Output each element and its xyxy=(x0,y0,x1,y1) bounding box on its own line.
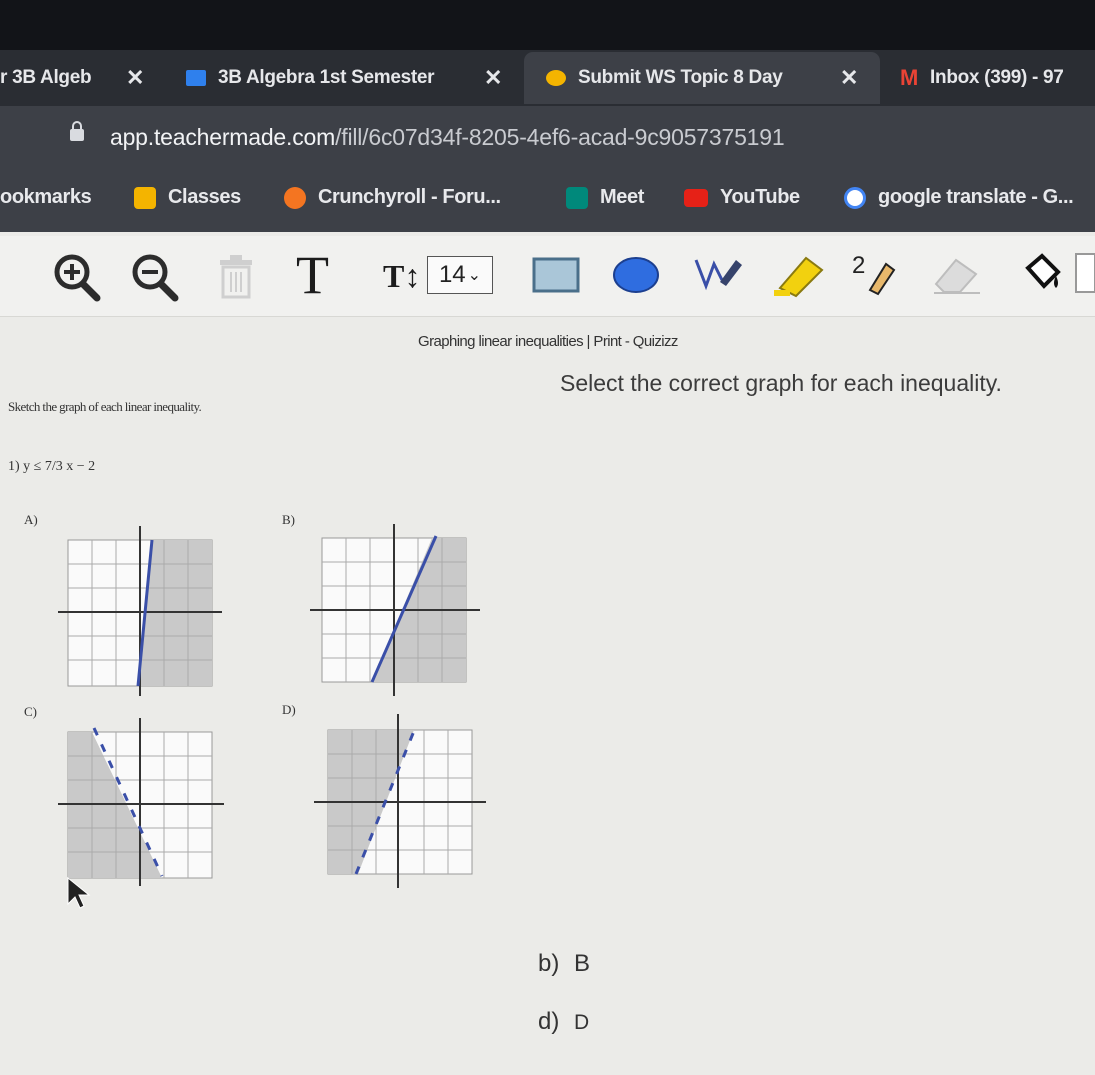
option-label-a: A) xyxy=(24,512,38,527)
url-path: /fill/6c07d34f-8205-4ef6-acad-9c9057375191 xyxy=(335,124,785,150)
answer-choice-d[interactable] xyxy=(538,1008,589,1036)
graph-option-a[interactable] xyxy=(52,522,232,700)
eraser-icon[interactable] xyxy=(930,252,986,296)
option-label-b: B) xyxy=(282,512,295,527)
graph-option-c[interactable] xyxy=(52,716,232,888)
close-tab-icon[interactable]: ✕ xyxy=(126,65,145,90)
sketch-instruction: Sketch the graph of each linear inequality. xyxy=(8,399,202,414)
trash-icon[interactable] xyxy=(214,246,258,304)
bookmark-meet[interactable] xyxy=(566,186,644,209)
tab-label: Submit WS Topic 8 Day xyxy=(578,67,783,88)
text-tool[interactable]: T xyxy=(296,245,329,305)
answer-value: B xyxy=(574,950,591,977)
option-label-d: D) xyxy=(282,702,296,717)
font-size-select[interactable] xyxy=(427,256,493,294)
tab-3b-algeb[interactable] xyxy=(0,52,170,104)
bookmark-label: google translate - G... xyxy=(878,186,1074,208)
chevron-down-icon: ⌄ xyxy=(467,267,482,284)
close-tab-icon[interactable]: ✕ xyxy=(840,65,859,90)
tab-3b-algebra-semester[interactable] xyxy=(186,52,516,104)
question-inequality: 1) y ≤ 7/3 x − 2 xyxy=(8,459,96,474)
zoom-out-icon[interactable] xyxy=(128,246,182,304)
bookmark-youtube[interactable] xyxy=(684,186,800,209)
graph-option-d[interactable] xyxy=(310,712,490,890)
ellipse-tool-icon[interactable] xyxy=(610,254,662,296)
answer-letter: d) xyxy=(538,1008,560,1035)
close-tab-icon[interactable]: ✕ xyxy=(484,65,503,90)
pencil-icon[interactable] xyxy=(864,258,898,296)
font-size-value: 14 xyxy=(438,261,466,288)
tab-label: 3B Algebra 1st Semester xyxy=(218,67,435,88)
number-stamp-tool[interactable]: 2 xyxy=(852,252,866,279)
zoom-in-icon[interactable] xyxy=(50,246,104,304)
bookmark-google-translate[interactable] xyxy=(844,186,1073,209)
bookmark-classes[interactable] xyxy=(134,186,241,209)
answer-value: D xyxy=(574,1011,590,1034)
url-host: app.teachermade.com xyxy=(110,124,336,150)
google-icon xyxy=(844,187,866,209)
gmail-icon: M xyxy=(900,65,919,90)
crunchyroll-icon xyxy=(284,187,306,209)
text-size-tool[interactable]: T↕ xyxy=(383,258,421,294)
document-title: Graphing linear inequalities | Print - Quizizz xyxy=(418,333,678,350)
teachermade-icon xyxy=(546,70,566,86)
instruction-text: Select the correct graph for each inequality. xyxy=(560,370,1002,396)
tab-label: Inbox (399) - 97 xyxy=(930,67,1064,88)
option-label-c: C) xyxy=(24,704,37,719)
highlighter-icon[interactable] xyxy=(770,250,830,298)
bookmark-label: ookmarks xyxy=(0,186,92,208)
pen-tool-icon[interactable] xyxy=(692,250,744,296)
classroom-icon xyxy=(134,187,156,209)
youtube-icon xyxy=(684,189,708,207)
meet-icon xyxy=(566,187,588,209)
bookmark-label: Meet xyxy=(600,186,644,208)
lock-icon xyxy=(70,129,84,141)
url-field[interactable] xyxy=(110,124,784,151)
bookmark-label: Crunchyroll - Foru... xyxy=(318,186,501,208)
bookmark-label: YouTube xyxy=(720,186,800,208)
bookmark-label: Classes xyxy=(168,186,241,208)
answer-letter: b) xyxy=(538,950,560,977)
bookmark-crunchyroll[interactable] xyxy=(284,186,501,209)
window-top-bar xyxy=(0,0,1095,50)
fill-bucket-icon[interactable] xyxy=(1020,250,1095,296)
bookmarks-folder[interactable] xyxy=(0,186,91,209)
tab-submit-ws[interactable] xyxy=(524,52,880,104)
tab-inbox[interactable] xyxy=(900,52,1095,104)
classroom-icon xyxy=(186,70,206,86)
mouse-cursor-icon xyxy=(66,876,92,910)
rectangle-tool-icon[interactable] xyxy=(530,254,582,296)
tab-label: r 3B Algeb xyxy=(0,67,92,88)
answer-choice-b[interactable] xyxy=(538,950,590,978)
graph-option-b[interactable] xyxy=(304,520,484,700)
